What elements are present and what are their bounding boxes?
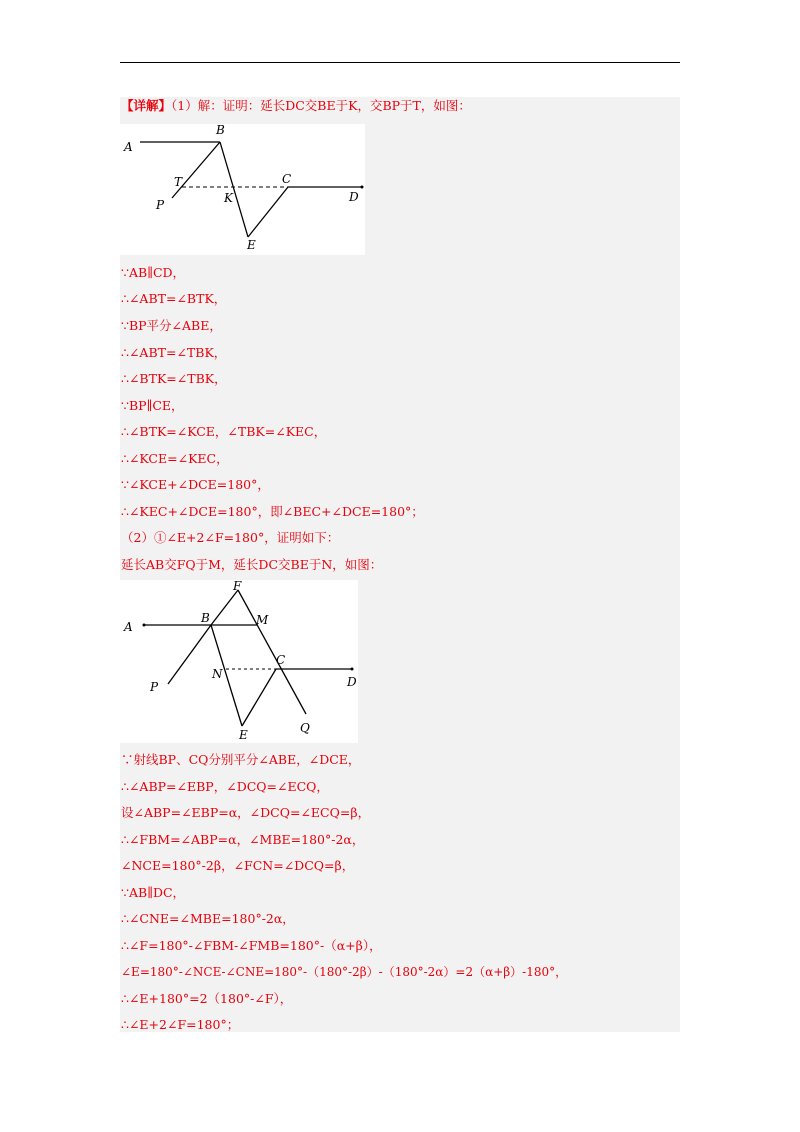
proof-line: ∴∠F=180°-∠FBM-∠FMB=180°-（α+β），	[121, 938, 382, 953]
fig1-label-c: C	[282, 172, 292, 186]
proof-line: ∴∠E+2∠F=180°；	[121, 1017, 240, 1032]
proof-line: ∴∠ABT=∠TBK，	[121, 345, 227, 360]
fig1-label-p: P	[156, 198, 165, 212]
fig1-label-e: E	[247, 238, 256, 252]
proof-line: ∠NCE=180°-2β，∠FCN=∠DCQ=β，	[121, 858, 355, 873]
line-be	[220, 142, 248, 237]
proof-line: ∴∠CNE=∠MBE=180°-2α，	[121, 911, 295, 926]
line-ec	[248, 187, 288, 237]
fig2-label-b: B	[201, 611, 210, 625]
line-bp	[168, 625, 211, 684]
proof-line: ∴∠FBM=∠ABP=α，∠MBE=180°-2α，	[121, 832, 365, 847]
proof-line: ∵射线BP、CQ分别平分∠ABE，∠DCE，	[121, 752, 361, 767]
proof-line: ∵BP∥CE，	[121, 398, 184, 413]
proof-line: ∴∠KEC+∠DCE=180°，即∠BEC+∠DCE=180°；	[121, 504, 424, 519]
proof-line: ∴∠ABP=∠EBP，∠DCQ=∠ECQ，	[121, 779, 329, 794]
fig2-label-m: M	[256, 613, 269, 627]
proof-line: ∴∠E+180°=2（180°-∠F），	[121, 991, 293, 1006]
proof-line: ∵BP平分∠ABE，	[121, 318, 222, 333]
figure-2	[120, 580, 358, 743]
proof-line: ∴∠ABT=∠BTK，	[121, 291, 227, 306]
fig2-label-d: D	[347, 675, 357, 689]
fig2-label-c: C	[276, 653, 286, 667]
fig1-label-d: D	[349, 190, 359, 204]
fig2-label-p: P	[150, 680, 159, 694]
fig1-label-b: B	[216, 124, 225, 137]
line-ec	[242, 669, 276, 726]
fig2-label-q: Q	[300, 721, 310, 735]
proof-line: 延长AB交FQ于M，延长DC交BE于N，如图：	[121, 557, 383, 572]
fig1-label-t: T	[174, 175, 183, 189]
proof-line: ∵AB∥DC，	[121, 885, 186, 900]
fig2-label-n: N	[212, 667, 223, 681]
fig2-label-f: F	[233, 580, 242, 593]
proof-line: ∠E=180°-∠NCE-∠CNE=180°-（180°-2β）-（180°-2α）=2（α+β）-180°，	[121, 965, 568, 979]
proof-line: （2）①∠E+2∠F=180°，证明如下：	[121, 530, 340, 545]
fig2-label-a: A	[124, 620, 133, 634]
proof-line: ∴∠BTK=∠KCE，∠TBK=∠KEC，	[121, 424, 327, 439]
proof-line: ∴∠KCE=∠KEC，	[121, 451, 229, 466]
line-fq	[238, 590, 306, 714]
proof-line: 设∠ABP=∠EBP=α，∠DCQ=∠ECQ=β，	[121, 805, 371, 820]
intro-line	[121, 98, 471, 114]
proof-line: ∵AB∥CD，	[121, 265, 186, 280]
fig2-label-e: E	[239, 728, 248, 742]
line-bp	[172, 142, 220, 198]
line-bf	[211, 590, 238, 625]
header-rule	[120, 62, 680, 63]
proof-line: ∵∠KCE+∠DCE=180°，	[121, 477, 270, 492]
detail-tag: 【详解】	[121, 98, 172, 113]
intro-text: （1）解：证明：延长DC交BE于K，交BP于T，如图：	[171, 98, 471, 113]
fig1-label-k: K	[224, 191, 233, 205]
figure-1	[120, 124, 365, 255]
proof-line: ∴∠BTK=∠TBK，	[121, 371, 227, 386]
fig1-label-a: A	[124, 140, 133, 154]
